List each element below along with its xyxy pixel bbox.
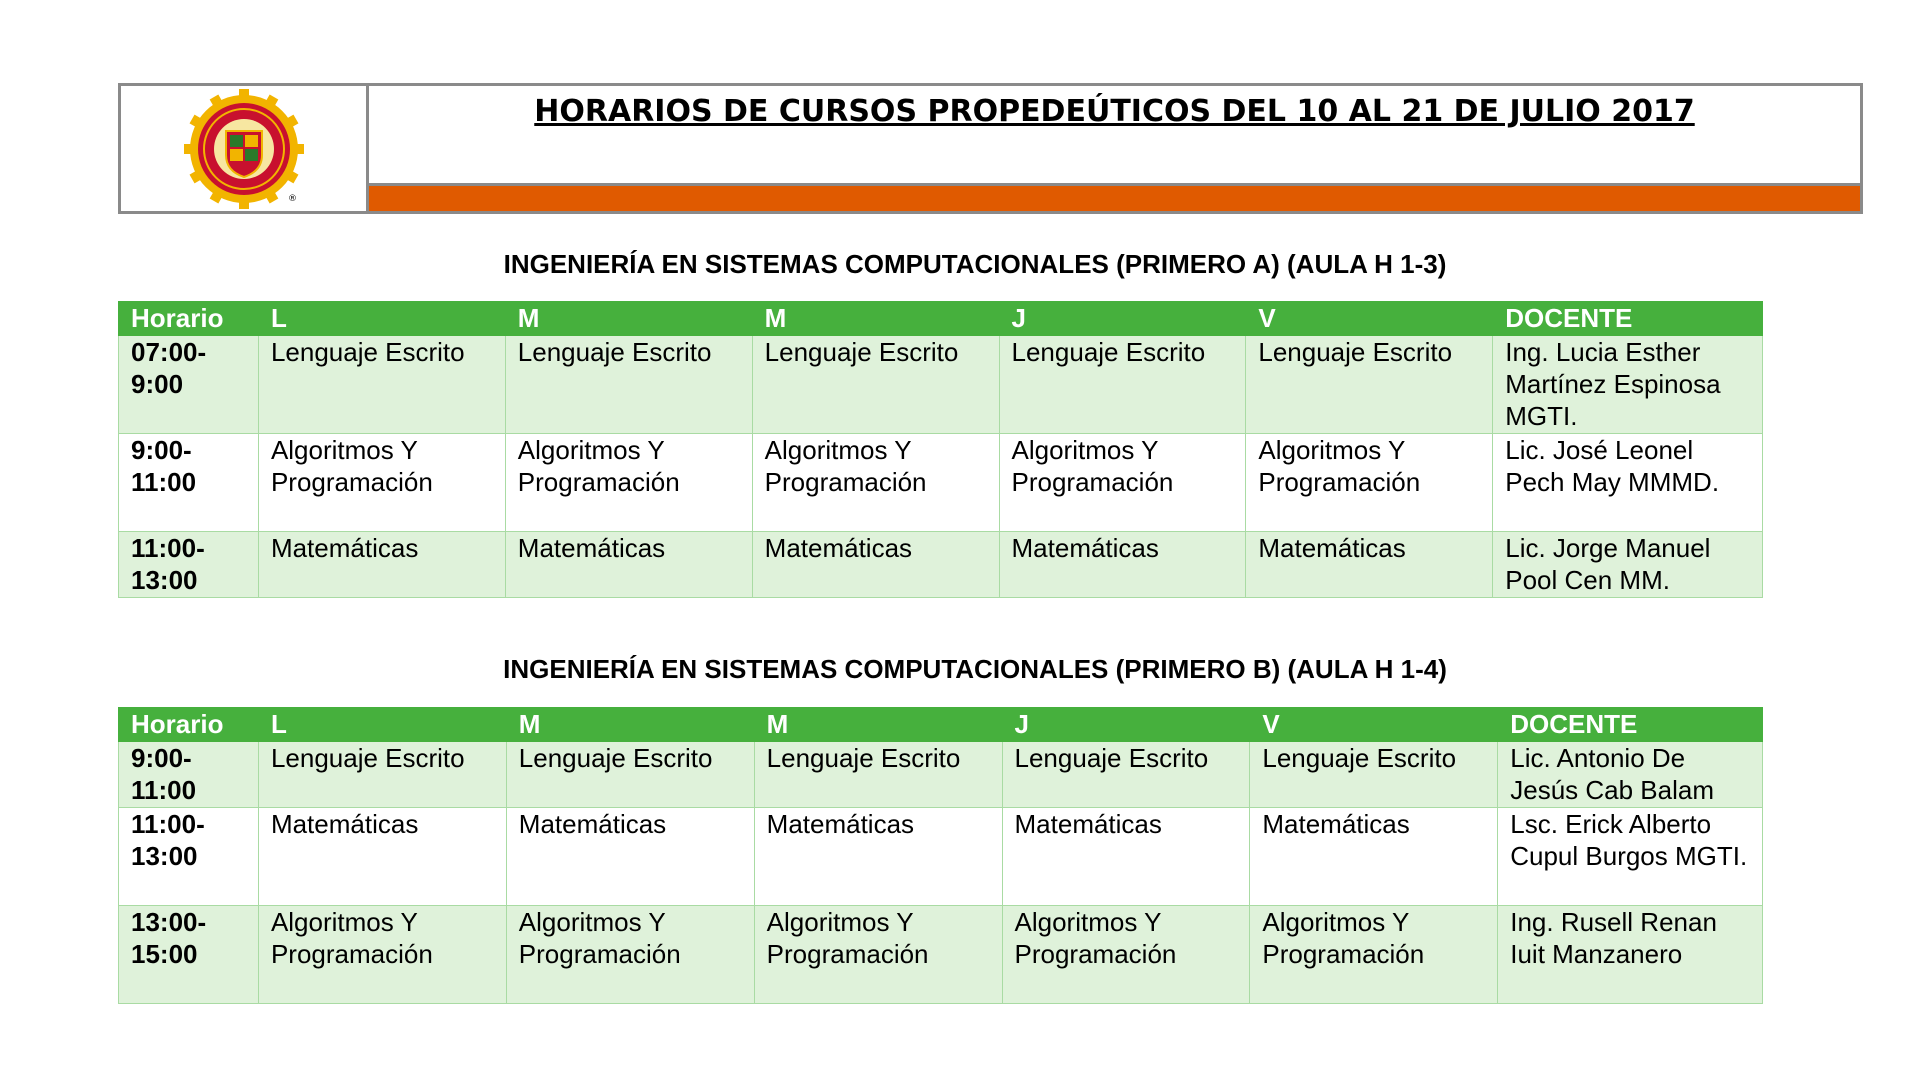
course-cell: Matemáticas [1246,532,1493,598]
course-cell: Lenguaje Escrito [1002,742,1250,808]
course-cell: Algoritmos Y Programación [258,906,506,1004]
course-cell: Lenguaje Escrito [754,742,1002,808]
course-cell: Lenguaje Escrito [258,742,506,808]
time-cell: 9:00- 11:00 [119,434,259,532]
time-cell: 07:00- 9:00 [119,336,259,434]
course-cell: Algoritmos Y Programación [1246,434,1493,532]
column-header: V [1246,302,1493,336]
institution-gear-seal-icon [184,89,304,209]
time-cell: 11:00- 13:00 [119,532,259,598]
column-header: L [258,302,505,336]
course-cell: Matemáticas [506,808,754,906]
table-row [119,808,1763,906]
column-header: V [1250,708,1498,742]
time-cell: 13:00- 15:00 [119,906,259,1004]
course-cell: Algoritmos Y Programación [752,434,999,532]
course-cell: Algoritmos Y Programación [999,434,1246,532]
column-header: M [505,302,752,336]
course-cell: Lenguaje Escrito [999,336,1246,434]
table-row [119,532,1763,598]
teacher-cell: Lsc. Erick Alberto Cupul Burgos MGTI. [1498,808,1763,906]
course-cell: Algoritmos Y Programación [505,434,752,532]
course-cell: Matemáticas [505,532,752,598]
course-cell: Algoritmos Y Programación [506,906,754,1004]
column-header: DOCENTE [1493,302,1763,336]
table-row [119,742,1763,808]
section-title-primero-b: INGENIERÍA EN SISTEMAS COMPUTACIONALES (PRIMERO B) (AULA H 1-4) [503,654,1447,684]
column-header: J [999,302,1246,336]
course-cell: Lenguaje Escrito [258,336,505,434]
course-cell: Matemáticas [999,532,1246,598]
time-cell: 9:00- 11:00 [119,742,259,808]
table-row [119,906,1763,1004]
course-cell: Matemáticas [258,532,505,598]
teacher-cell: Lic. Antonio De Jesús Cab Balam [1498,742,1763,808]
column-header: M [506,708,754,742]
column-header: L [258,708,506,742]
table-row [119,434,1763,532]
course-cell: Algoritmos Y Programación [754,906,1002,1004]
document-title: HORARIOS DE CURSOS PROPEDEÚTICOS DEL 10 AL 21 DE JULIO 2017 [534,94,1695,129]
orange-accent-bar [369,183,1860,211]
table-header-row [119,708,1763,742]
column-header: DOCENTE [1498,708,1763,742]
section-title-primero-a: INGENIERÍA EN SISTEMAS COMPUTACIONALES (PRIMERO A) (AULA H 1-3) [503,249,1447,279]
course-cell: Lenguaje Escrito [752,336,999,434]
column-header: M [752,302,999,336]
table-row [119,336,1763,434]
time-cell: 11:00- 13:00 [119,808,259,906]
svg-text:®: ® [287,193,297,204]
title-cell [369,86,1860,211]
column-header: Horario [119,302,259,336]
course-cell: Lenguaje Escrito [505,336,752,434]
course-cell: Matemáticas [754,808,1002,906]
column-header: Horario [119,708,259,742]
course-cell: Lenguaje Escrito [1250,742,1498,808]
course-cell: Algoritmos Y Programación [258,434,505,532]
course-cell: Algoritmos Y Programación [1002,906,1250,1004]
course-cell: Algoritmos Y Programación [1250,906,1498,1004]
teacher-cell: Ing. Lucia Esther Martínez Espinosa MGTI. [1493,336,1763,434]
course-cell: Matemáticas [258,808,506,906]
teacher-cell: Lic. Jorge Manuel Pool Cen MM. [1493,532,1763,598]
course-cell: Matemáticas [752,532,999,598]
course-cell: Lenguaje Escrito [506,742,754,808]
schedule-table-primero-a [118,301,1763,598]
course-cell: Matemáticas [1250,808,1498,906]
table-header-row [119,302,1763,336]
schedule-table-primero-b [118,707,1763,1004]
teacher-cell: Lic. José Leonel Pech May MMMD. [1493,434,1763,532]
column-header: J [1002,708,1250,742]
column-header: M [754,708,1002,742]
course-cell: Lenguaje Escrito [1246,336,1493,434]
teacher-cell: Ing. Rusell Renan Iuit Manzanero [1498,906,1763,1004]
document-header [118,83,1863,214]
logo-cell [121,86,369,211]
course-cell: Matemáticas [1002,808,1250,906]
